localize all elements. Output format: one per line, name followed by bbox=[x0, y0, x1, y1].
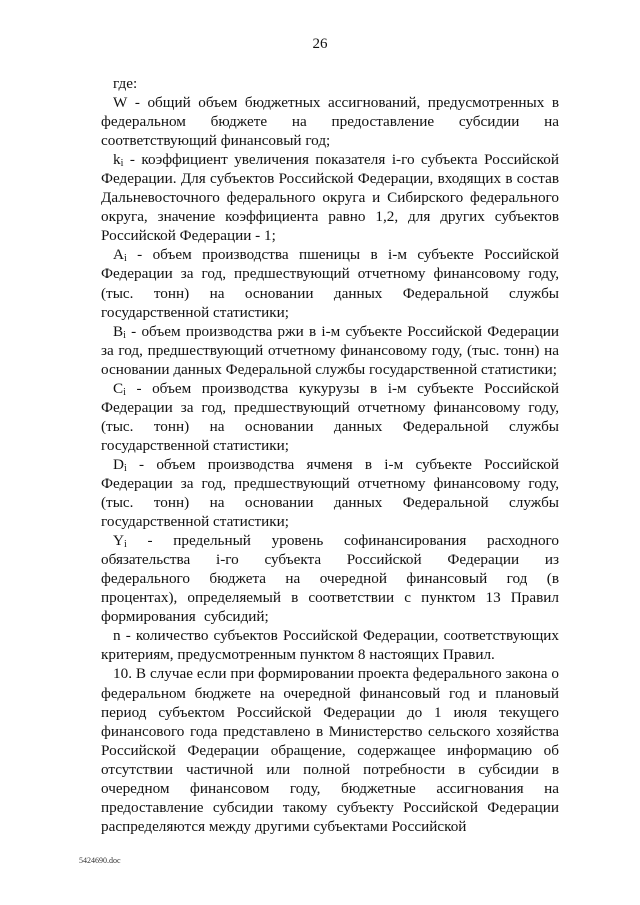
definition-a-text: - объем производства пшеницы в i-м субъекте Российской Федерации за год, предшествующий отчетному финансовому году, (тыс. тонн) на основании данных Федеральной службы государственной статистики; bbox=[101, 246, 559, 321]
symbol-d: $D_i$ bbox=[113, 455, 127, 474]
intro-line: где: bbox=[113, 75, 138, 92]
definition-d bbox=[101, 455, 559, 531]
definition-n bbox=[101, 626, 559, 664]
definition-w-text: - общий объем бюджетных ассигнований, предусмотренных в федеральном бюджете на предоставление субсидии на соответствующий финансовый год; bbox=[101, 94, 559, 150]
definition-y bbox=[101, 531, 559, 626]
symbol-a: $A_i$ bbox=[113, 246, 127, 265]
definition-c bbox=[101, 379, 559, 455]
clause-10-paragraph: 10. В случае если при формировании проекта федерального закона о федеральном бюджете на очередной финансовый год и плановый период субъектом Российской Федерации до 1 июля текущего финансового года представлено в Министерство сельского хозяйства Российской Федерации обращение, содержащее информацию об отсутствии частичной или полной потребности в субсидии в очередном финансовом году, бюджетные ассигнования на предоставление субсидии такому субъекту Российской Федерации распределяются между другими субъектами Российской bbox=[101, 665, 559, 835]
footer-doc-code: 5424690.doc bbox=[79, 856, 121, 865]
definition-k-text: - коэффициент увеличения показателя i-го субъекта Российской Федерации. Для субъектов Российской Федерации, входящих в состав Дальневосточного федерального округа и Сибирского федерального округа, значение коэффициента равно 1,2, для других субъектов Российской Федерации - 1; bbox=[101, 151, 559, 245]
symbol-c: $C_i$ bbox=[113, 379, 126, 398]
symbol-b: $B_i$ bbox=[113, 322, 126, 341]
definition-n-text: - количество субъектов Российской Федерации, соответствующих критериям, предусмотренным пунктом 8 настоящих Правил. bbox=[101, 627, 559, 664]
definition-c-text: - объем производства кукурузы в i-м субъекте Российской Федерации за год, предшествующий отчетному финансовому году, (тыс. тонн) на основании данных Федеральной службы государственной статистики; bbox=[101, 379, 559, 454]
definition-w bbox=[101, 93, 559, 150]
definition-a bbox=[101, 245, 559, 321]
document-body bbox=[101, 74, 559, 836]
symbol-y: $Y_i$ bbox=[113, 532, 127, 551]
symbol-w: W bbox=[113, 94, 128, 112]
definition-b-text: - объем производства ржи в i-м субъекте Российской Федерации за год, предшествующий отчетному финансовому году, (тыс. тонн) на основании данных Федеральной службы государственной статистики; bbox=[101, 322, 559, 378]
definition-k bbox=[101, 150, 559, 245]
page-number: 26 bbox=[312, 36, 328, 52]
definition-y-text: - предельный уровень софинансирования расходного обязательства i-го субъекта Российской Федерации из федерального бюджета на очередной финансовый год (в процентах), определяемый в соответствии с пунктом 13 Правил формирования субсидий; bbox=[101, 532, 559, 626]
definition-b bbox=[101, 322, 559, 379]
symbol-n: n bbox=[113, 627, 121, 645]
definition-d-text: - объем производства ячменя в i-м субъекте Российской Федерации за год, предшествующий отчетному финансовому году, (тыс. тонн) на основании данных Федеральной службы государственной статистики; bbox=[101, 455, 559, 531]
symbol-k: $k_i$ bbox=[113, 151, 124, 170]
